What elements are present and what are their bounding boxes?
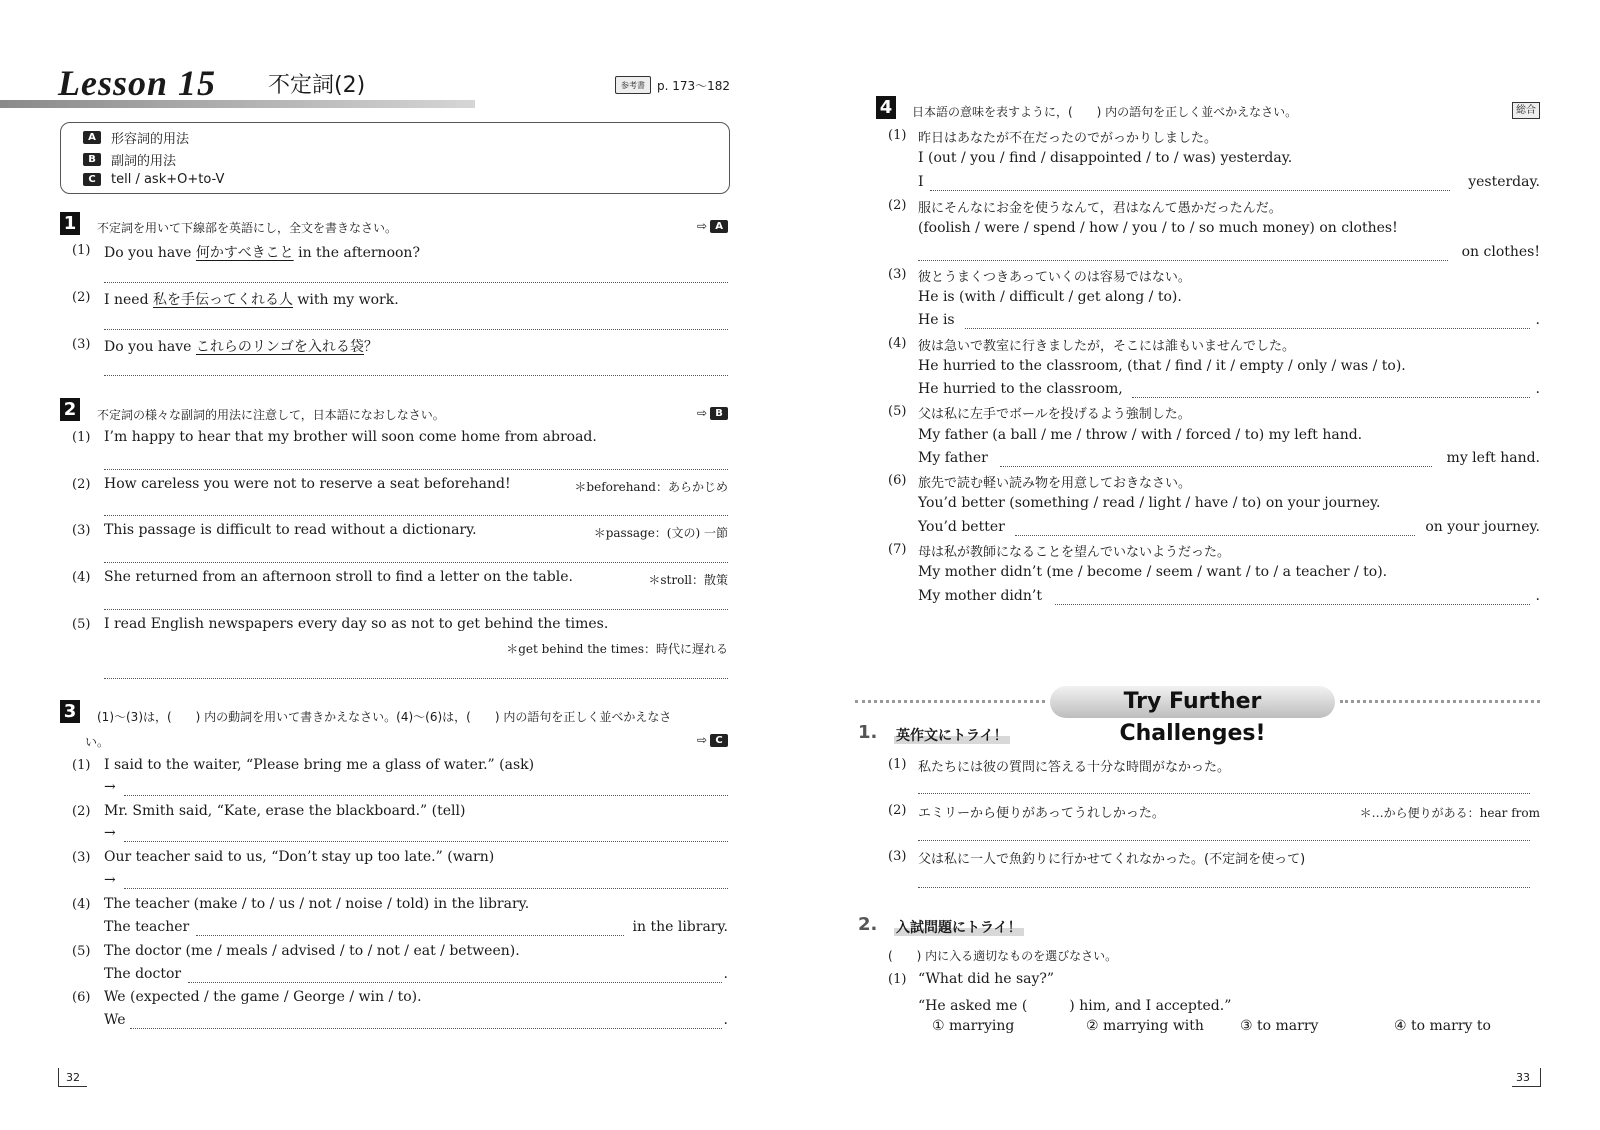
question-jp: 旅先で読む軽い読み物を用意しておきなさい。 xyxy=(918,476,1192,491)
answer-end: . xyxy=(723,966,728,982)
answer-line[interactable] xyxy=(196,934,624,936)
question-en: You’d better (something / read / light / have / to) on your journey. xyxy=(918,495,1381,511)
answer-line[interactable] xyxy=(124,840,728,842)
answer-end: in the library. xyxy=(632,919,728,935)
question-number: (4) xyxy=(72,897,91,912)
answer-start: I xyxy=(918,174,924,190)
banner-dots-left xyxy=(855,700,1045,705)
question-jp: エミリーから便りがあってうれしかった。 xyxy=(918,806,1165,821)
page-number: 32 xyxy=(66,1071,80,1084)
question-number: (3) xyxy=(888,849,907,864)
answer-line[interactable] xyxy=(104,608,728,610)
question-jp: 父は私に一人で魚釣りに行かせてくれなかった。(不定詞を使って) xyxy=(918,852,1306,867)
answer-line[interactable] xyxy=(188,981,722,983)
section-1-ref xyxy=(697,219,728,233)
question-en: My father (a ball / me / throw / with / forced / to) my left hand. xyxy=(918,427,1363,443)
goals-box xyxy=(60,122,730,194)
banner-dots-right xyxy=(1340,700,1540,705)
question-text: This passage is difficult to read without a dictionary. xyxy=(104,522,477,538)
question-text-pre: I need xyxy=(104,292,153,308)
answer-end: . xyxy=(723,1012,728,1028)
answer-end: . xyxy=(1535,588,1540,604)
underlined-phrase: 私を手伝ってくれる人 xyxy=(152,292,293,308)
question-text-pre: Do you have xyxy=(104,245,196,261)
section-2-instruction: 不定詞の様々な副詞的用法に注意して，日本語になおしなさい。 xyxy=(97,408,445,422)
section-3-number: 3 xyxy=(60,700,80,723)
section-4-instruction: 日本語の意味を表すように，( ) 内の語句を正しく並べかえなさい。 xyxy=(912,105,1298,119)
challenge-1-number: 1. xyxy=(858,722,878,743)
arrow-icon: → xyxy=(104,825,116,841)
answer-line[interactable] xyxy=(1000,465,1432,467)
question-text xyxy=(104,289,399,309)
goal-text: 副詞的用法 xyxy=(111,154,177,169)
question-jp: 私たちには彼の質問に答える十分な時間がなかった。 xyxy=(918,760,1231,775)
underlined-phrase: 何かすべきこと xyxy=(195,245,294,261)
question-en: He is (with / difficult / get along / to). xyxy=(918,289,1182,305)
vocab-note: ＊stroll：散策 xyxy=(648,573,728,587)
answer-line[interactable] xyxy=(124,887,728,889)
choice-2[interactable]: ② marrying with xyxy=(1086,1018,1204,1034)
answer-end: . xyxy=(1535,381,1540,397)
arrow-right-icon: ⇨ xyxy=(697,219,708,233)
question-number: (6) xyxy=(72,990,91,1005)
question-text: Our teacher said to us, “Don’t stay up too late.” (warn) xyxy=(104,849,495,865)
answer-start: My father xyxy=(918,450,988,466)
question-jp: 服にそんなにお金を使うなんて，君はなんて愚かだったんだ。 xyxy=(918,201,1282,216)
answer-line[interactable] xyxy=(130,1027,722,1029)
answer-start: He hurried to the classroom, xyxy=(918,381,1123,397)
ref-tag: C xyxy=(710,734,728,747)
answer-line[interactable] xyxy=(124,794,728,796)
answer-line[interactable] xyxy=(1055,603,1530,605)
dialogue-line-1: “What did he say?” xyxy=(918,971,1055,987)
goal-text: tell / ask+O+to-V xyxy=(111,172,225,187)
challenge-1-title-wrap xyxy=(894,725,1010,745)
question-text: The doctor (me / meals / advised / to / not / eat / between). xyxy=(104,943,520,959)
question-text: I said to the waiter, “Please bring me a glass of water.” (ask) xyxy=(104,757,535,773)
question-text-post: with my work. xyxy=(292,292,399,308)
answer-line[interactable] xyxy=(930,189,1450,191)
question-number: (1) xyxy=(72,758,91,773)
question-number: (1) xyxy=(72,243,91,258)
answer-start: The doctor xyxy=(104,966,182,982)
goal-tag: B xyxy=(83,153,101,166)
section-3-instruction-cont: い。 xyxy=(85,735,110,749)
choice-1[interactable]: ① marrying xyxy=(932,1018,1015,1034)
answer-line[interactable] xyxy=(965,327,1530,329)
question-text: We (expected / the game / George / win / to). xyxy=(104,989,422,1005)
answer-line[interactable] xyxy=(1015,534,1415,536)
vocab-note: ＊passage：(文の) 一節 xyxy=(593,526,728,540)
answer-line[interactable] xyxy=(104,514,728,516)
ref-tag: A xyxy=(710,220,728,233)
question-number: (2) xyxy=(888,803,907,818)
choice-4[interactable]: ④ to marry to xyxy=(1394,1018,1491,1034)
question-jp: 彼とうまくつきあっていくのは容易ではない。 xyxy=(918,270,1191,285)
reference-pages xyxy=(615,76,730,94)
vocab-note: ＊get behind the times：時代に遅れる xyxy=(506,642,728,656)
answer-start: The teacher xyxy=(104,919,190,935)
dialogue-line-2: “He asked me ( ) him, and I accepted.” xyxy=(918,998,1232,1014)
question-text: Mr. Smith said, “Kate, erase the blackboard.” (tell) xyxy=(104,803,466,819)
challenge-2-title: 入試問題にトライ！ xyxy=(896,920,1022,936)
question-en: I (out / you / find / disappointed / to / was) yesterday. xyxy=(918,150,1293,166)
arrow-right-icon: ⇨ xyxy=(697,406,708,420)
goal-item xyxy=(83,150,176,169)
question-number: (4) xyxy=(888,336,907,351)
section-1-number: 1 xyxy=(60,212,80,235)
answer-line[interactable] xyxy=(1132,396,1530,398)
challenge-banner-title: Try Further Challenges! xyxy=(1050,686,1335,718)
right-page xyxy=(800,0,1600,1130)
goal-tag: A xyxy=(83,131,101,144)
answer-line[interactable] xyxy=(104,468,728,470)
question-text-pre: Do you have xyxy=(104,339,196,355)
question-jp: 彼は急いで教室に行きましたが，そこには誰もいませんでした。 xyxy=(918,339,1296,354)
question-number: (2) xyxy=(72,290,91,305)
answer-line[interactable] xyxy=(104,374,728,376)
question-number: (5) xyxy=(72,944,91,959)
comprehensive-badge: 総合 xyxy=(1512,102,1540,119)
challenge-2-instruction: ( ) 内に入る適切なものを選びなさい。 xyxy=(888,949,1118,963)
question-number: (3) xyxy=(72,850,91,865)
question-text: She returned from an afternoon stroll to find a letter on the table. xyxy=(104,569,573,585)
question-number: (5) xyxy=(72,617,91,632)
answer-end: my left hand. xyxy=(1446,450,1540,466)
arrow-icon: → xyxy=(104,872,116,888)
question-text: How careless you were not to reserve a seat beforehand! xyxy=(104,476,511,492)
answer-line[interactable] xyxy=(918,259,1448,261)
section-2-ref xyxy=(697,406,728,420)
question-jp: 父は私に左手でボールを投げるよう強制した。 xyxy=(918,407,1191,422)
question-text: I’m happy to hear that my brother will soon come home from abroad. xyxy=(104,429,597,445)
question-text-post: ？ xyxy=(363,339,378,355)
challenge-1-title: 英作文にトライ！ xyxy=(896,728,1008,744)
section-2-number: 2 xyxy=(60,398,80,421)
answer-start: We xyxy=(104,1012,126,1028)
question-number: (4) xyxy=(72,570,91,585)
choice-3[interactable]: ③ to marry xyxy=(1240,1018,1319,1034)
answer-end: on your journey. xyxy=(1425,519,1540,535)
question-number: (5) xyxy=(888,404,907,419)
arrow-icon: → xyxy=(104,779,116,795)
answer-end: . xyxy=(1535,312,1540,328)
question-number: (7) xyxy=(888,542,907,557)
reference-pages-text: p. 173～182 xyxy=(657,78,731,93)
answer-line[interactable] xyxy=(104,281,728,283)
goal-text: 形容詞的用法 xyxy=(111,132,190,147)
arrow-right-icon: ⇨ xyxy=(697,733,708,747)
vocab-note: ＊…から便りがある：hear from xyxy=(1359,806,1540,820)
question-en: My mother didn’t (me / become / seem / want / to / a teacher / to). xyxy=(918,564,1388,580)
section-3-instruction: (1)～(3)は，( ) 内の動詞を用いて書きかえなさい。(4)～(6)は，( ) 内の語句を正しく並べかえなさ xyxy=(97,710,672,724)
book-icon: 参考書 xyxy=(615,76,651,94)
question-jp: 母は私が教師になることを望んでいないようだった。 xyxy=(918,545,1231,560)
question-number: (6) xyxy=(888,473,907,488)
section-3-ref xyxy=(697,733,728,747)
answer-line[interactable] xyxy=(104,561,728,563)
answer-end: yesterday. xyxy=(1468,174,1540,190)
page-number: 33 xyxy=(1516,1071,1530,1084)
answer-line[interactable] xyxy=(918,792,1530,794)
question-number: (2) xyxy=(888,198,907,213)
section-1-instruction: 不定詞を用いて下線部を英語にし，全文を書きなさい。 xyxy=(97,221,398,235)
question-jp: 昨日はあなたが不在だったのでがっかりしました。 xyxy=(918,131,1218,146)
question-en: (foolish / were / spend / how / you / to / so much money) on clothes! xyxy=(918,220,1398,236)
lesson-title: Lesson 15 xyxy=(58,63,217,103)
goal-tag: C xyxy=(83,173,101,186)
question-number: (2) xyxy=(72,477,91,492)
question-number: (1) xyxy=(72,430,91,445)
question-text-post: in the afternoon? xyxy=(293,245,420,261)
question-en: He hurried to the classroom, (that / find / it / empty / only / was / to). xyxy=(918,358,1406,374)
answer-line[interactable] xyxy=(104,328,728,330)
question-number: (1) xyxy=(888,757,907,772)
question-text xyxy=(104,336,378,356)
question-number: (2) xyxy=(72,804,91,819)
lesson-topic: 不定詞(2) xyxy=(268,73,366,98)
answer-line[interactable] xyxy=(918,886,1530,888)
challenge-2-title-wrap xyxy=(894,917,1024,937)
ref-tag: B xyxy=(710,407,728,420)
vocab-note: ＊beforehand：あらかじめ xyxy=(574,480,728,494)
question-number: (3) xyxy=(888,267,907,282)
challenge-2-number: 2. xyxy=(858,914,878,935)
section-4-number: 4 xyxy=(876,96,896,119)
question-text: The teacher (make / to / us / not / noise / told) in the library. xyxy=(104,896,530,912)
question-number: (3) xyxy=(72,337,91,352)
question-text xyxy=(104,242,420,262)
answer-start: My mother didn’t xyxy=(918,588,1042,604)
answer-end: on clothes! xyxy=(1461,244,1540,260)
question-number: (1) xyxy=(888,128,907,143)
answer-start: You’d better xyxy=(918,519,1005,535)
answer-line[interactable] xyxy=(918,839,1530,841)
goal-item xyxy=(83,128,189,147)
answer-line[interactable] xyxy=(104,677,728,679)
question-text: I read English newspapers every day so as not to get behind the times. xyxy=(104,616,609,632)
question-number: (1) xyxy=(888,972,907,987)
underlined-phrase: これらのリンゴを入れる袋 xyxy=(195,339,364,355)
answer-start: He is xyxy=(918,312,955,328)
question-number: (3) xyxy=(72,523,91,538)
goal-item xyxy=(83,172,224,187)
